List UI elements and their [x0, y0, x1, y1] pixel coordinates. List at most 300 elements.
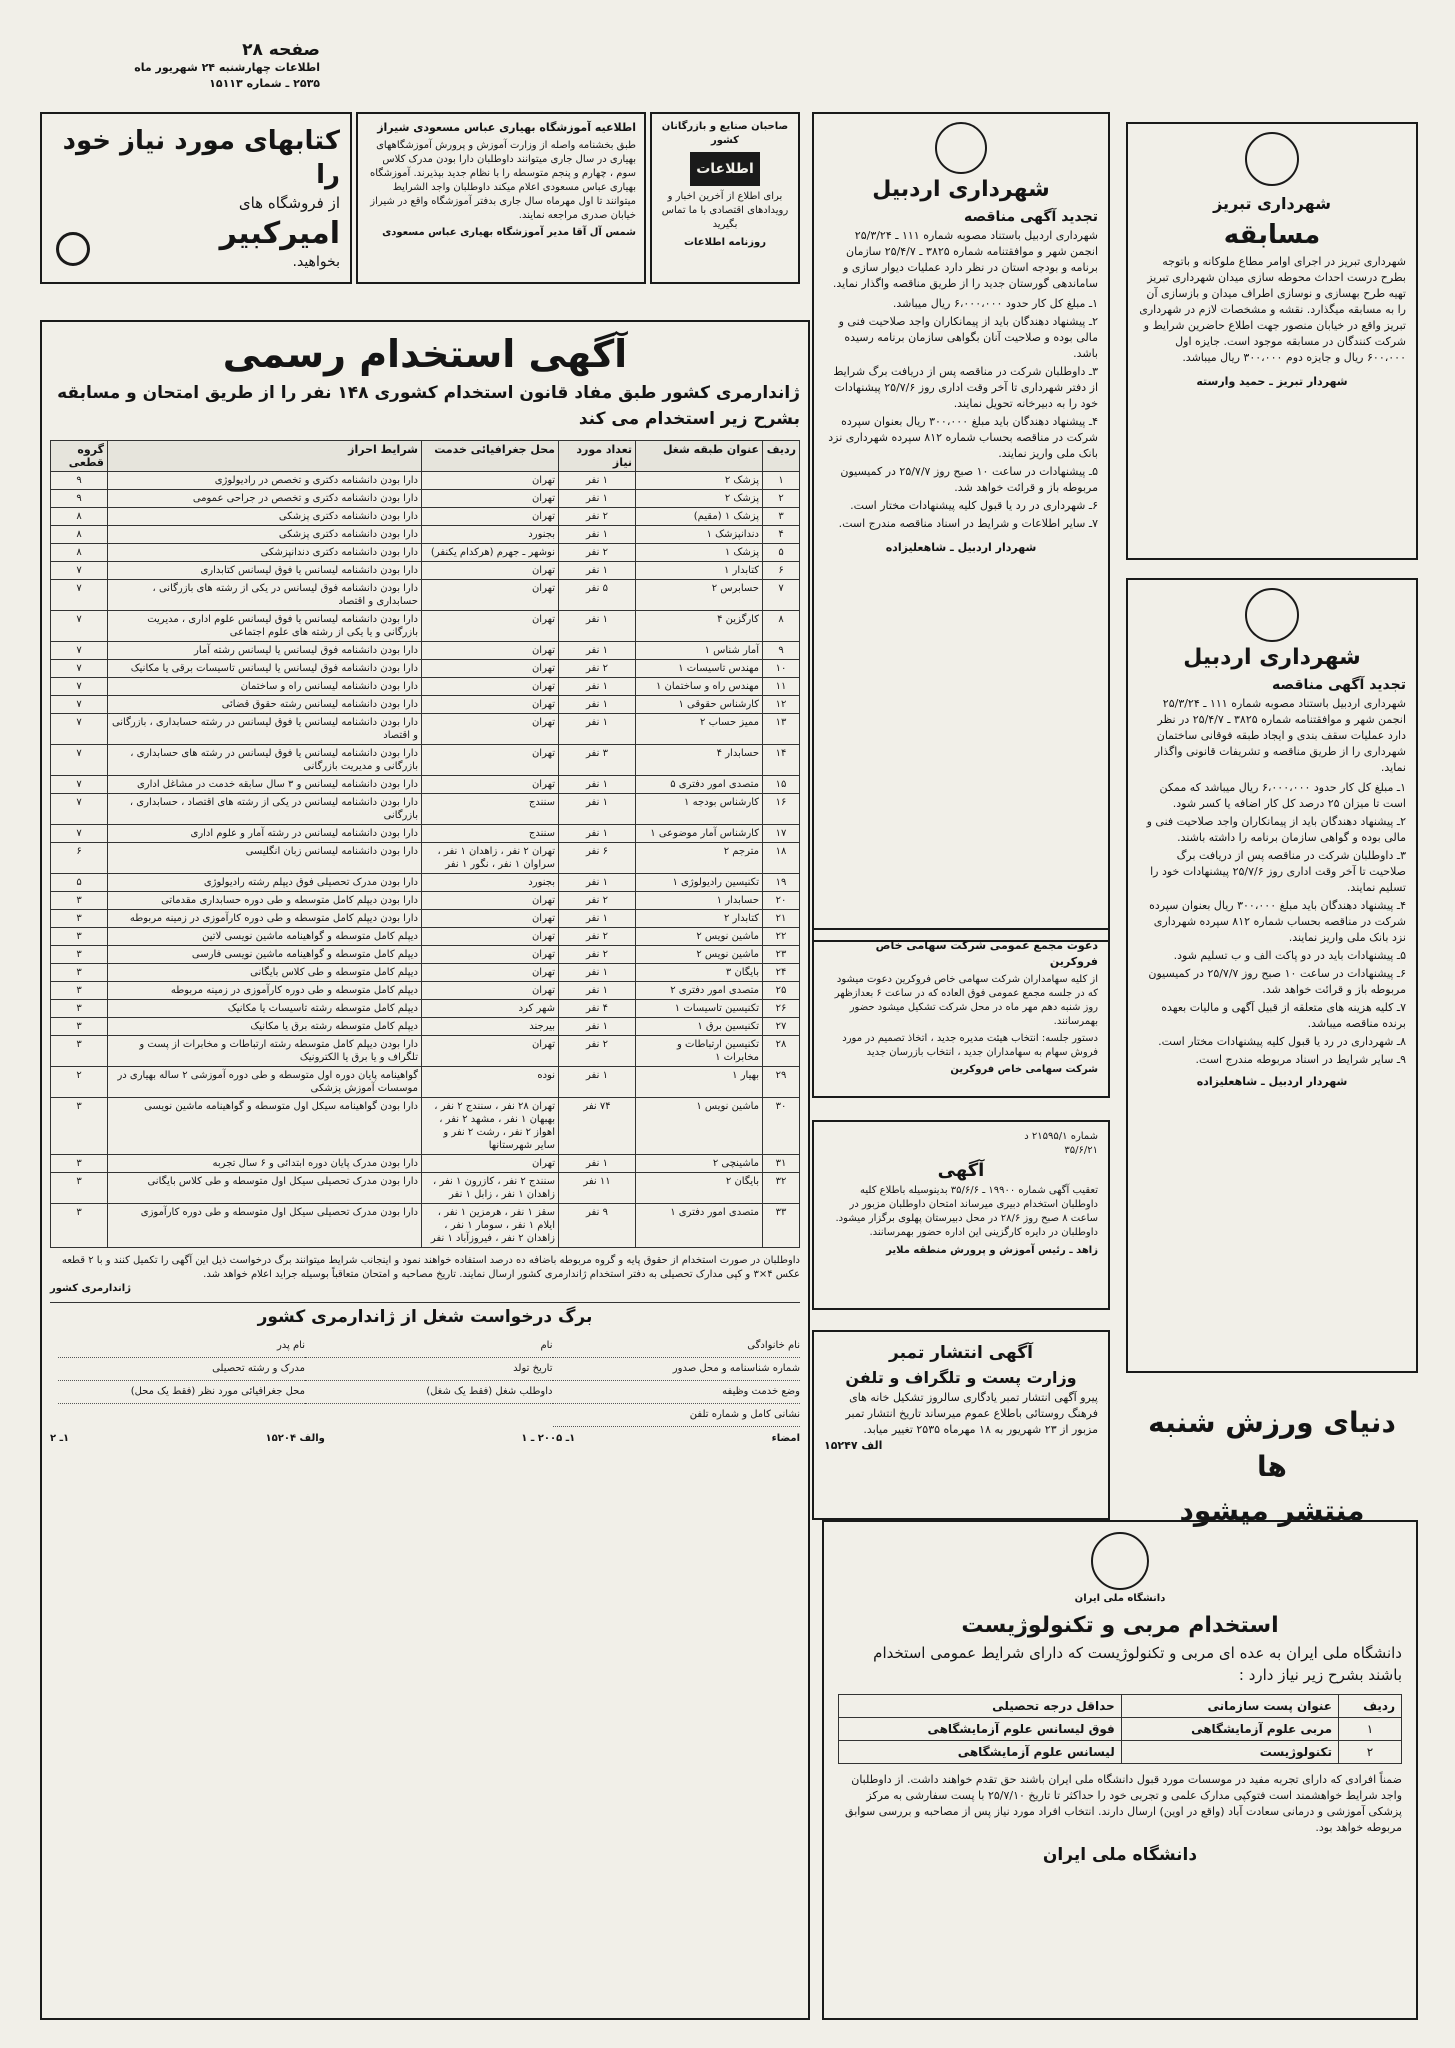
table-row [51, 1000, 800, 1018]
job-requirements: دارا بودن مدرک تحصیلی سیکل اول متوسطه و طی کلاس بایگانی [108, 1173, 422, 1204]
table-row [51, 745, 800, 776]
job-requirements: دارا بودن دانشنامه لیسانس یا فوق لیسانس در رشته های حسابداری ، بازرگانی و مدیریت بازرگانی [108, 745, 422, 776]
job-group: ۸ [51, 508, 108, 526]
job-requirements: دیپلم کامل متوسطه و گواهینامه ماشین نویسی لاتین [108, 928, 422, 946]
university-intro: دانشگاه ملی ایران به عده ای مربی و تکنولوژیست که دارای شرایط عمومی استخدام باشند بشرح زیر نیاز دارد : [873, 1644, 1402, 1684]
job-group: ۵ [51, 874, 108, 892]
job-place: بجنورد [422, 526, 559, 544]
job-count: ۶ نفر [559, 843, 636, 874]
job-title: ماشینچی ۲ [636, 1155, 763, 1173]
table-row [51, 642, 800, 660]
job-requirements: دارا بودن دانشنامه فوق لیسانس در یکی از رشته های بازرگانی ، حسابداری و اقتصاد [108, 580, 422, 611]
job-place: سنندج [422, 794, 559, 825]
list-item: ۲ـ پیشنهاد دهندگان باید از پیمانکاران واجد صلاحیت فنی و مالی بوده و گواهی سازمان برنامه را داشته باشند. [1146, 815, 1406, 844]
job-requirements: دارا بودن دانشنامه دکتری و تخصص در رادیولوژی [108, 472, 422, 490]
form-field-label: تاریخ تولد [305, 1358, 553, 1381]
job-place: تهران [422, 928, 559, 946]
job-group: ۷ [51, 825, 108, 843]
uni-col-post: عنوان پست سازمانی [1121, 1695, 1338, 1718]
table-row [839, 1741, 1402, 1764]
row-no: ۱۸ [763, 843, 800, 874]
job-count: ۱ نفر [559, 526, 636, 544]
ardabil2-items [1138, 780, 1406, 1068]
job-requirements: دیپلم کامل متوسطه و طی کلاس بایگانی [108, 964, 422, 982]
list-item: ۶ـ شهرداری در رد یا قبول کلیه پیشنهادات مختار است. [850, 499, 1098, 512]
ad-university [822, 1520, 1418, 2020]
table-row [51, 794, 800, 825]
table-row [51, 1098, 800, 1155]
form-field-label: نام [305, 1335, 553, 1358]
row-no: ۱۷ [763, 825, 800, 843]
job-title: ممیز حساب ۲ [636, 714, 763, 745]
job-group: ۷ [51, 678, 108, 696]
job-group: ۶ [51, 843, 108, 874]
university-table [838, 1694, 1402, 1764]
job-group: ۳ [51, 1155, 108, 1173]
job-title: مترجم ۲ [636, 843, 763, 874]
table-row [51, 1036, 800, 1067]
row-no: ۱۱ [763, 678, 800, 696]
job-title: کارشناس حقوقی ۱ [636, 696, 763, 714]
ad-etelaat [650, 112, 800, 284]
job-place: تهران [422, 472, 559, 490]
page-number: صفحه ۲۸ [242, 40, 320, 60]
job-requirements: دارا بودن دانشنامه فوق لیسانس یا لیسانس رشته آمار [108, 642, 422, 660]
uni-col-degree: حداقل درجه تحصیلی [839, 1695, 1122, 1718]
job-title: مهندس راه و ساختمان ۱ [636, 678, 763, 696]
job-title: کارشناس بودجه ۱ [636, 794, 763, 825]
job-count: ۱ نفر [559, 642, 636, 660]
job-place: تهران [422, 892, 559, 910]
ardabil2-sign: شهردار اردبیل ـ شاهعلیزاده [1196, 1075, 1348, 1088]
job-count: ۲ نفر [559, 892, 636, 910]
ad-books [40, 112, 352, 284]
job-group: ۷ [51, 745, 108, 776]
job-requirements: دارا بودن دانشنامه لیسانس یا فوق لیسانس کتابداری [108, 562, 422, 580]
form-title: برگ درخواست شغل از ژاندارمری کشور [50, 1302, 800, 1331]
ardabil2-title: شهرداری اردبیل [1183, 645, 1361, 670]
ardabil1-sign: شهردار اردبیل ـ شاهعلیزاده [885, 541, 1037, 554]
job-count: ۱ نفر [559, 678, 636, 696]
job-requirements: دیپلم کامل متوسطه رشته برق یا مکانیک [108, 1018, 422, 1036]
job-place: تهران ۲ نفر ، زاهدان ۱ نفر ، سراوان ۱ نفر ، نگور ۱ نفر [422, 843, 559, 874]
row-no: ۲۷ [763, 1018, 800, 1036]
job-group: ۷ [51, 580, 108, 611]
job-group: ۸ [51, 544, 108, 562]
uni-row-degree: فوق لیسانس علوم آزمایشگاهی [839, 1718, 1122, 1741]
notice-body: تعقیب آگهی شماره ۱۹۹۰۰ ـ ۳۵/۶/۶ بدینوسیله باطلاع کلیه داوطلبان استخدام دبیری میرساند امتحان داوطلبان مزبور در ساعت ۸ صبح روز ۲۸/۶ در محل دبیرستان پهلوی برگزار میشود. داوطلبان در دایره کارگزینی این اداره حضور بهمرسانند. [835, 1185, 1098, 1238]
table-row [51, 825, 800, 843]
sports-line-2: منتشر میشود [1179, 1494, 1365, 1527]
notice-ref-2: ۳۵/۶/۲۱ [1064, 1145, 1098, 1156]
form-field-label: نشانی کامل و شماره تلفن [553, 1404, 801, 1427]
form-field-label: مدرک و رشته تحصیلی [58, 1358, 306, 1381]
gendarmerie-title: آگهی استخدام رسمی [222, 332, 628, 376]
tabriz-sign: شهردار تبریز ـ حمید وارسته [1196, 375, 1348, 388]
job-group: ۳ [51, 1036, 108, 1067]
form-field-label: شماره شناسنامه و محل صدور [553, 1358, 801, 1381]
row-no: ۲۵ [763, 982, 800, 1000]
etelaat-bottom: روزنامه اطلاعات [683, 237, 767, 248]
row-no: ۳۰ [763, 1098, 800, 1155]
university-title: استخدام مربی و تکنولوژیست [961, 1613, 1279, 1638]
col-group: گروه قطعی [51, 441, 108, 472]
job-requirements: دارا بودن دانشنامه دکتری پزشکی [108, 526, 422, 544]
job-requirements: دارا بودن دانشنامه دکتری و تخصص در جراحی عمومی [108, 490, 422, 508]
job-group: ۳ [51, 946, 108, 964]
table-row [51, 982, 800, 1000]
row-no: ۱۴ [763, 745, 800, 776]
job-place: تهران [422, 1155, 559, 1173]
table-row [51, 776, 800, 794]
job-place: شهر کرد [422, 1000, 559, 1018]
row-no: ۲۱ [763, 910, 800, 928]
job-group: ۹ [51, 490, 108, 508]
uni-col-row: ردیف [1339, 1695, 1402, 1718]
list-item: ۷ـ سایر اطلاعات و شرایط در اسناد مناقصه مندرج است. [838, 517, 1098, 530]
list-item: ۴ـ پیشنهاد دهندگان باید مبلغ ۳۰۰،۰۰۰ ریال بعنوان سپرده شرکت در مناقصه بحساب شماره ۸۱۲ سپرده شهرداری نزد بانک ملی واریز نمایند. [828, 415, 1098, 460]
books-want: بخواهید. [292, 254, 340, 270]
job-title: پزشک ۱ (مقیم) [636, 508, 763, 526]
jobs-table-header [51, 441, 800, 472]
job-title: کارشناس آمار موضوعی ۱ [636, 825, 763, 843]
job-place: تهران [422, 642, 559, 660]
form-field-label: داوطلب شغل (فقط یک شغل) [305, 1381, 553, 1404]
table-row [51, 508, 800, 526]
gendarmerie-footnote: داوطلبان در صورت استخدام از حقوق پایه و گروه مربوطه باضافه ده درصد استفاده خواهند نمود و اینجانب شرایط میتوانند برگ درخواست ذیل این آگهی را تکمیل کنند و با ۲ قطعه عکس ۴×۳ و کپی مدارک تحصیلی به دفتر استخدام ژاندارمری کشور ارسال نمایند. تاریخ مصاحبه و امتحان متعاقباً بوسیله جراید اعلام خواهد شد. [61, 1255, 800, 1280]
job-title: متصدی امور دفتری ۱ [636, 1204, 763, 1248]
ad-meeting [812, 928, 1110, 1098]
ad-stamp [812, 1330, 1110, 1520]
university-logo [838, 1532, 1402, 1606]
job-count: ۳ نفر [559, 745, 636, 776]
job-place: تهران [422, 946, 559, 964]
row-no: ۲۶ [763, 1000, 800, 1018]
row-no: ۱۹ [763, 874, 800, 892]
row-no: ۳۱ [763, 1155, 800, 1173]
job-count: ۱ نفر [559, 964, 636, 982]
job-place: نوده [422, 1067, 559, 1098]
university-sign: دانشگاه ملی ایران [1042, 1845, 1198, 1865]
job-count: ۲ نفر [559, 508, 636, 526]
job-requirements: دارا بودن دانشنامه لیسانس در یکی از رشته های اقتصاد ، حسابداری ، بازرگانی [108, 794, 422, 825]
job-place: تهران [422, 714, 559, 745]
ardabil1-body: شهرداری اردبیل باستناد مصوبه شماره ۱۱۱ ـ ۲۵/۳/۲۴ انجمن شهر و موافقتنامه شماره ۳۸۲۵ ـ ۲۵/۴/۷ سازمان برنامه و بودجه استان در نظر دارد عملیات دیوار سازی و ساماندهی گورستان جدید را از طریق مناقصه واگذار نماید. [832, 229, 1098, 290]
list-item: ۸ـ شهرداری در رد یا قبول کلیه پیشنهادات مختار است. [1158, 1035, 1406, 1048]
stamp-org: وزارت پست و تلگراف و تلفن [845, 1368, 1077, 1387]
job-group: ۳ [51, 1000, 108, 1018]
table-row [51, 660, 800, 678]
job-title: ماشین نویس ۲ [636, 928, 763, 946]
job-count: ۷۴ نفر [559, 1098, 636, 1155]
job-place: سنندج ۲ نفر ، کازرون ۱ نفر ، زاهدان ۱ نفر ، زابل ۱ نفر [422, 1173, 559, 1204]
tabriz-emblem-icon [1245, 132, 1299, 186]
meeting-sign: شرکت سهامی خاص فروکرین [950, 1064, 1098, 1075]
job-count: ۵ نفر [559, 580, 636, 611]
list-item: ۷ـ کلیه هزینه های متعلقه از قبیل آگهی و مالیات بعهده برنده مناقصه میباشد. [1161, 1001, 1406, 1030]
row-no: ۲۰ [763, 892, 800, 910]
job-requirements: دارا بودن مدرک تحصیلی سیکل اول متوسطه و طی دوره کارآموزی [108, 1204, 422, 1248]
table-row [51, 1155, 800, 1173]
job-requirements: دارا بودن دیپلم کامل متوسطه رشته ارتباطات و مخابرات از پست و تلگراف و یا برق یا الکترونیک [108, 1036, 422, 1067]
ad-ardabil-2 [1126, 578, 1418, 1373]
job-place: تهران [422, 490, 559, 508]
job-requirements: دارا بودن دانشنامه لیسانس یا فوق لیسانس در رشته حسابداری ، بازرگانی و اقتصاد [108, 714, 422, 745]
table-row [51, 874, 800, 892]
ad-ardabil-1 [812, 112, 1110, 942]
list-item: ۱ـ مبلغ کل کار حدود ۶،۰۰۰،۰۰۰ ریال میباشد که ممکن است تا میزان ۲۵ درصد کل کار اضافه یا کسر شود. [1159, 781, 1406, 810]
row-no: ۱۵ [763, 776, 800, 794]
ardabil1-title: شهرداری اردبیل [872, 177, 1050, 202]
row-no: ۲۳ [763, 946, 800, 964]
job-count: ۱ نفر [559, 1018, 636, 1036]
meeting-title: دعوت مجمع عمومی شرکت سهامی خاص فروکرین [875, 939, 1098, 968]
row-no: ۱۶ [763, 794, 800, 825]
nursing-sign: شمس آل آقا مدیر آموزشگاه بهیاری عباس مسعودی [382, 227, 636, 238]
table-row [51, 1018, 800, 1036]
job-group: ۷ [51, 794, 108, 825]
job-count: ۱ نفر [559, 696, 636, 714]
number-line: ۲۵۳۵ ـ شماره ۱۵۱۱۳ [209, 77, 320, 90]
form-bottom-text: والف ۱۵۲۰۴ [265, 1433, 325, 1444]
ardabil2-subtitle: تجدید آگهی مناقصه [1272, 677, 1406, 693]
row-no: ۱۲ [763, 696, 800, 714]
job-title: متصدی امور دفتری ۵ [636, 776, 763, 794]
list-item: ۴ـ پیشنهاد دهندگان باید مبلغ ۳۰۰،۰۰۰ ریال بعنوان سپرده شرکت در مناقصه بحساب شماره ۸۱۲ سپرده شهرداری نزد بانک ملی واریز نمایند. [1149, 899, 1406, 944]
row-no: ۱۳ [763, 714, 800, 745]
table-row [51, 1173, 800, 1204]
table-row [51, 526, 800, 544]
university-table-header [839, 1695, 1402, 1718]
tabriz-body: شهرداری تبریز در اجرای اوامر مطاع ملوکانه و باتوجه بطرح درست احداث محوطه سازی میدان شهرداری تبریز تهیه طرح بهسازی و نوسازی اطراف میدان و بازسازی آن را به مسابقه میگذارد. نقشه و مشخصات لازم در شهرداری تبریز واقع در خیابان منصور جهت اطلاع حاضرین شرایط و شرکت کنندگان در مسابقه موجود است. جایزه اول ۶۰۰،۰۰۰ ریال و جایزه دوم ۳۰۰،۰۰۰ ریال میباشد. [1139, 255, 1406, 364]
row-no: ۵ [763, 544, 800, 562]
job-count: ۱ نفر [559, 611, 636, 642]
job-title: ماشین نویس ۲ [636, 946, 763, 964]
table-row [51, 696, 800, 714]
col-count: تعداد مورد نیاز [559, 441, 636, 472]
job-count: ۱ نفر [559, 490, 636, 508]
row-no: ۹ [763, 642, 800, 660]
uni-row-no: ۲ [1339, 1741, 1402, 1764]
job-group: ۳ [51, 1204, 108, 1248]
job-group: ۳ [51, 910, 108, 928]
job-requirements: دارا بودن دانشنامه دکتری پزشکی [108, 508, 422, 526]
list-item: ۵ـ پیشنهادات در ساعت ۱۰ صبح روز ۲۵/۷/۷ در کمیسیون مربوطه باز و قرائت خواهد شد. [840, 465, 1098, 494]
ardabil1-items [824, 296, 1098, 532]
row-no: ۲۹ [763, 1067, 800, 1098]
table-row [839, 1718, 1402, 1741]
form-field-label: نام خانوادگی [553, 1335, 801, 1358]
job-count: ۲ نفر [559, 928, 636, 946]
job-requirements: دارا بودن دانشنامه لیسانس رشته حقوق قضائی [108, 696, 422, 714]
university-emblem-icon [1091, 1532, 1149, 1590]
table-row [51, 714, 800, 745]
application-form [50, 1335, 800, 1427]
job-title: تکنیسین برق ۱ [636, 1018, 763, 1036]
job-requirements: دارا بودن دانشنامه فوق لیسانس یا لیسانس تاسیسات برقی یا مکانیک [108, 660, 422, 678]
job-title: حسابرس ۲ [636, 580, 763, 611]
books-brand: امیرکبیر [219, 216, 340, 251]
notice-ref-1: شماره ۲۱۵۹۵/۱ د [1024, 1131, 1098, 1142]
job-place: بیرجند [422, 1018, 559, 1036]
form-bottom-text: ۱ـ ۲ [50, 1433, 70, 1444]
row-no: ۴ [763, 526, 800, 544]
job-group: ۲ [51, 1067, 108, 1098]
ardabil2-body: شهرداری اردبیل باستناد مصوبه شماره ۱۱۱ ـ ۲۵/۳/۲۴ انجمن شهر و موافقتنامه شماره ۳۸۲۵ ـ ۲۵/۴/۷ در نظر دارد عملیات سقف بندی و ایجاد طبقه فوقانی ساختمان شهرداری را از طریق مناقصه و تشریفات قانونی واگذار نماید. [1154, 697, 1406, 774]
job-requirements: دیپلم کامل متوسطه و گواهینامه ماشین نویسی فارسی [108, 946, 422, 964]
job-group: ۹ [51, 472, 108, 490]
form-bottom-text: امضاء [771, 1433, 800, 1444]
publisher-logo-icon [56, 232, 90, 266]
row-no: ۱ [763, 472, 800, 490]
job-requirements: دارا بودن گواهینامه سیکل اول متوسطه و گواهینامه ماشین نویسی [108, 1098, 422, 1155]
job-title: متصدی امور دفتری ۲ [636, 982, 763, 1000]
gendarmerie-subtitle: ژاندارمری کشور طبق مفاد قانون استخدام کشوری ۱۴۸ نفر را از طریق امتحان و مسابقه بشرح زیر استخدام می کند [57, 383, 800, 429]
job-title: حسابدار ۱ [636, 892, 763, 910]
books-title: کتابهای مورد نیاز خود را [62, 126, 340, 190]
table-row [51, 678, 800, 696]
job-requirements: دارا بودن دیپلم کامل متوسطه و طی دوره حسابداری مقدماتی [108, 892, 422, 910]
job-title: آمار شناس ۱ [636, 642, 763, 660]
job-requirements: دیپلم کامل متوسطه رشته تاسیسات یا مکانیک [108, 1000, 422, 1018]
stamp-ref: الف ۱۵۲۴۷ [824, 1439, 883, 1452]
row-no: ۳۲ [763, 1173, 800, 1204]
job-group: ۳ [51, 892, 108, 910]
job-group: ۷ [51, 611, 108, 642]
job-group: ۷ [51, 714, 108, 745]
row-no: ۱۰ [763, 660, 800, 678]
table-row [51, 910, 800, 928]
list-item: ۳ـ داوطلبان شرکت در مناقصه پس از دریافت برگ شرایط از دفتر شهرداری تا آخر وقت اداری روز ۲۵/۷/۶ پیشنهادات خود را به دبیرخانه تحویل نمایند. [833, 365, 1098, 410]
etelaat-top: صاحبان صنایع و بازرگانان کشور [661, 121, 789, 146]
job-place: تهران ۲۸ نفر ، سنندج ۲ نفر ، بهبهان ۱ نفر ، مشهد ۲ نفر ، اهواز ۲ نفر ، رشت ۲ نفر و سایر شهرستانها [422, 1098, 559, 1155]
uni-row-degree: لیسانس علوم آزمایشگاهی [839, 1741, 1122, 1764]
job-title: تکنیسین تاسیسات ۱ [636, 1000, 763, 1018]
university-logo-text: دانشگاه ملی ایران [1074, 1593, 1166, 1604]
job-count: ۱ نفر [559, 982, 636, 1000]
col-row-no: ردیف [763, 441, 800, 472]
form-bottom-text: ۱ـ ۲۰۰۵ ـ ۱ [521, 1433, 576, 1444]
job-group: ۷ [51, 562, 108, 580]
job-title: کتابدار ۱ [636, 562, 763, 580]
job-title: تکنیسین ارتباطات و مخابرات ۱ [636, 1036, 763, 1067]
job-count: ۲ نفر [559, 1036, 636, 1067]
job-title: کارگزین ۴ [636, 611, 763, 642]
masthead [40, 40, 320, 92]
row-no: ۲۸ [763, 1036, 800, 1067]
job-title: ماشین نویس ۱ [636, 1098, 763, 1155]
table-row [51, 964, 800, 982]
list-item: ۶ـ پیشنهادات در ساعت ۱۰ صبح روز ۲۵/۷/۷ در کمیسیون مربوطه باز و قرائت خواهد شد. [1148, 967, 1406, 996]
job-count: ۱ نفر [559, 825, 636, 843]
uni-row-post: مربی علوم آزمایشگاهی [1121, 1718, 1338, 1741]
form-field-label: وضع خدمت وظیفه [553, 1381, 801, 1404]
issue-line: اطلاعات چهارشنبه ۲۴ شهریور ماه [134, 61, 320, 74]
col-job-title: عنوان طبقه شغل [636, 441, 763, 472]
job-place: تهران [422, 678, 559, 696]
job-place: تهران [422, 776, 559, 794]
job-place: نوشهر ـ جهرم (هرکدام یکنفر) [422, 544, 559, 562]
ardabil2-emblem-icon [1245, 588, 1299, 642]
job-count: ۲ نفر [559, 660, 636, 678]
job-place: تهران [422, 660, 559, 678]
job-place: تهران [422, 611, 559, 642]
job-count: ۱ نفر [559, 1155, 636, 1173]
job-title: بایگان ۲ [636, 1173, 763, 1204]
job-group: ۳ [51, 1173, 108, 1204]
job-group: ۳ [51, 1018, 108, 1036]
row-no: ۳۳ [763, 1204, 800, 1248]
table-row [51, 946, 800, 964]
job-place: تهران [422, 964, 559, 982]
table-row [51, 892, 800, 910]
row-no: ۲۴ [763, 964, 800, 982]
notice-title: آگهی [937, 1160, 985, 1181]
job-title: حسابدار ۴ [636, 745, 763, 776]
table-row [51, 611, 800, 642]
etelaat-logo: اطلاعات [690, 152, 760, 186]
nursing-body: طبق بخشنامه واصله از وزارت آموزش و پرورش آموزشگاههای بهیاری در سال جاری میتوانند داوطلبان دارا بودن مدرک کلاس سوم ، چهارم و پنجم متوسطه را با نظام جدید بپذیرند. آموزشگاه بهیاری عباس مسعودی اعلام میکند داوطلبان واجد الشرایط میتوانند تا اول مهرماه سال جاری بدفتر آموزشگاه واقع در شیراز خیابان صدری مراجعه نمایند. [369, 140, 636, 221]
university-note: ضمناً افرادی که دارای تجربه مفید در موسسات مورد قبول دانشگاه ملی ایران باشند حق تقدم خواهند داشت. از داوطلبان واجد شرایط خواهشمند است فتوکپی مدارک علمی و تجربی خود را حداکثر تا تاریخ ۲۵/۷/۱۰ با پست سفارشی به مرکز پزشکی آموزشی و درمانی سعادت آباد (واقع در اوین) ارسال دارند. انتخاب افراد مورد نیاز پس از مصاحبه و بررسی سوابق مربوطه خواهد بود. [845, 1773, 1402, 1834]
job-place: بجنورد [422, 874, 559, 892]
table-row [51, 490, 800, 508]
row-no: ۳ [763, 508, 800, 526]
job-group: ۳ [51, 928, 108, 946]
uni-row-no: ۱ [1339, 1718, 1402, 1741]
job-title: پزشک ۱ [636, 544, 763, 562]
list-item: ۲ـ پیشنهاد دهندگان باید از پیمانکاران واجد صلاحیت فنی و مالی بوده و صلاحیت آنان بگواهی سازمان برنامه رسیده باشد. [838, 315, 1098, 360]
gendarmerie-footnote-sign: ژاندارمری کشور [50, 1283, 131, 1294]
job-requirements: دیپلم کامل متوسطه و طی دوره کارآموزی در زمینه مربوطه [108, 982, 422, 1000]
ad-gendarmerie [40, 320, 810, 2020]
job-count: ۲ نفر [559, 544, 636, 562]
job-requirements: دارا بودن مدرک پایان دوره ابتدائی و ۶ سال تجربه [108, 1155, 422, 1173]
job-group: ۳ [51, 964, 108, 982]
job-place: تهران [422, 580, 559, 611]
row-no: ۸ [763, 611, 800, 642]
ad-sports [1126, 1395, 1418, 1527]
tabriz-org: شهرداری تبریز [1213, 194, 1331, 213]
job-requirements: دارا بودن دیپلم کامل متوسطه و طی دوره کارآموزی در زمینه مربوطه [108, 910, 422, 928]
form-bottom-line [50, 1433, 800, 1444]
table-row [51, 562, 800, 580]
job-title: تکنیسین رادیولوژی ۱ [636, 874, 763, 892]
job-count: ۹ نفر [559, 1204, 636, 1248]
table-row [51, 544, 800, 562]
job-requirements: گواهینامه پایان دوره اول متوسطه و طی دوره آموزشی ۲ ساله بهیاری در موسسات آموزش پزشکی [108, 1067, 422, 1098]
job-count: ۱ نفر [559, 714, 636, 745]
list-item: ۹ـ سایر شرایط در اسناد مربوطه مندرج است. [1195, 1053, 1406, 1066]
job-title: مهندس تاسیسات ۱ [636, 660, 763, 678]
job-count: ۴ نفر [559, 1000, 636, 1018]
stamp-title: آگهی انتشار تمبر [889, 1343, 1033, 1363]
job-count: ۱۱ نفر [559, 1173, 636, 1204]
books-from: از فروشگاه های [238, 194, 340, 212]
table-row [51, 1204, 800, 1248]
uni-row-post: تکنولوژیست [1121, 1741, 1338, 1764]
meeting-body: از کلیه سهامداران شرکت سهامی خاص فروکرین دعوت میشود که در جلسه مجمع عمومی فوق العاده که در ساعت ۶ بعدازظهر روز شنبه دهم مهر ماه در محل شرکت تشکیل میشود حضور بهمرسانند. [834, 974, 1098, 1027]
job-place: تهران [422, 696, 559, 714]
form-field-label: نام پدر [58, 1335, 306, 1358]
job-count: ۱ نفر [559, 910, 636, 928]
table-row [51, 843, 800, 874]
tabriz-title: مسابقه [1223, 220, 1321, 250]
table-row [51, 928, 800, 946]
list-item: ۵ـ پیشنهادات باید در دو پاکت الف و ب تسلیم شود. [1173, 949, 1406, 962]
job-place: تهران [422, 982, 559, 1000]
job-title: پزشک ۲ [636, 472, 763, 490]
job-count: ۱ نفر [559, 776, 636, 794]
